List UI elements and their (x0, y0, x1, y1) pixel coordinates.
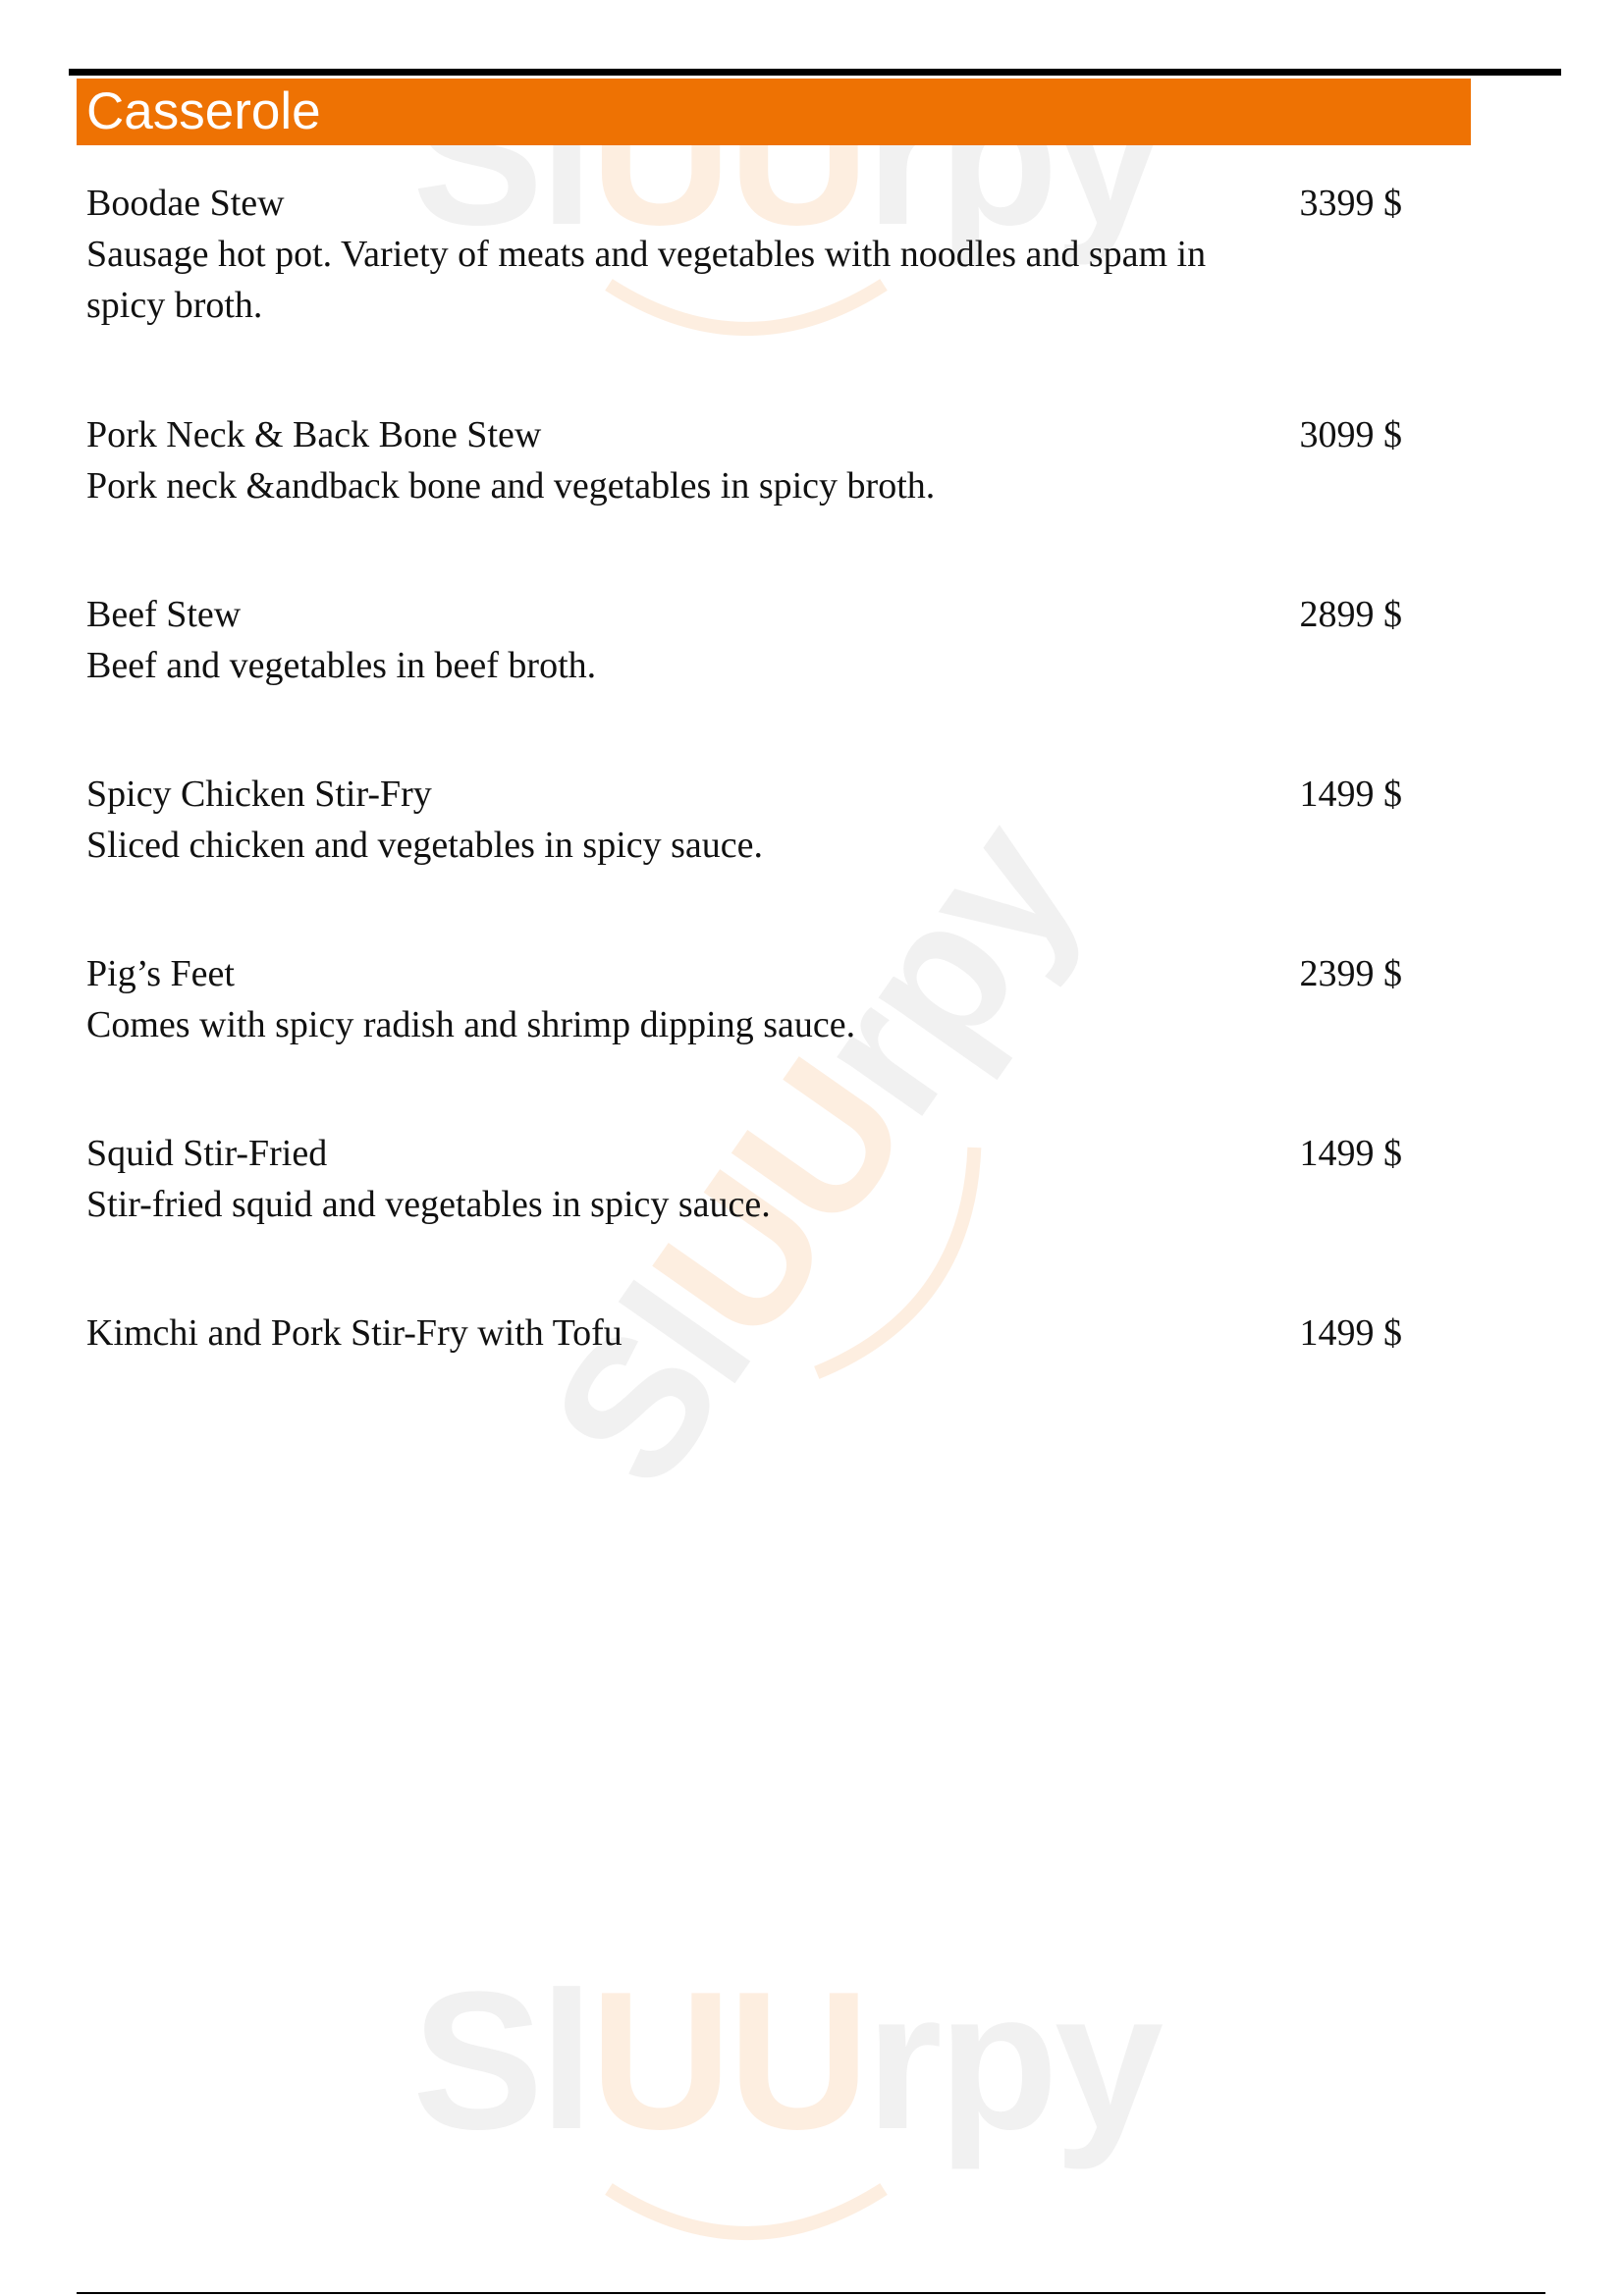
menu-item (86, 948, 1402, 1050)
item-name: Boodae Stew (86, 183, 285, 224)
item-price: 1499 $ (1299, 774, 1402, 815)
menu-item (86, 769, 1402, 871)
watermark-logo-middle: SlUUrpy (509, 784, 1118, 1523)
item-price: 1499 $ (1299, 1312, 1402, 1354)
item-description: Beef and vegetables in beef broth. (86, 645, 597, 686)
item-description: Pork neck &andback bone and vegetables in spicy broth. (86, 465, 936, 507)
top-divider (69, 69, 1561, 76)
watermark-logo-top: SlUUrpy (412, 59, 1160, 255)
menu-item (86, 178, 1402, 331)
menu-item (86, 409, 1402, 511)
menu-item (86, 1128, 1402, 1230)
item-name: Spicy Chicken Stir-Fry (86, 774, 432, 815)
menu-item (86, 589, 1402, 691)
item-name: Squid Stir-Fried (86, 1133, 328, 1174)
watermark-logo-bottom: SlUUrpy (412, 1963, 1160, 2160)
item-name: Beef Stew (86, 594, 242, 635)
item-price: 3399 $ (1299, 183, 1402, 224)
item-description: Comes with spicy radish and shrimp dipping sauce. (86, 1004, 856, 1045)
section-title: Casserole (86, 82, 321, 140)
item-price: 1499 $ (1299, 1133, 1402, 1174)
item-price: 2899 $ (1299, 594, 1402, 635)
item-name: Kimchi and Pork Stir-Fry with Tofu (86, 1312, 623, 1354)
section-header (77, 79, 1471, 145)
item-price: 2399 $ (1299, 953, 1402, 994)
item-description: Stir-fried squid and vegetables in spicy sauce. (86, 1184, 771, 1225)
item-description: Sliced chicken and vegetables in spicy sauce. (86, 825, 764, 866)
item-name: Pig’s Feet (86, 953, 235, 994)
bottom-divider (77, 2292, 1545, 2294)
item-description: Sausage hot pot. Variety of meats and vegetables with noodles and spam in spicy broth. (86, 234, 1207, 326)
item-price: 3099 $ (1299, 414, 1402, 455)
item-name: Pork Neck & Back Bone Stew (86, 414, 542, 455)
menu-item (86, 1308, 1402, 1359)
